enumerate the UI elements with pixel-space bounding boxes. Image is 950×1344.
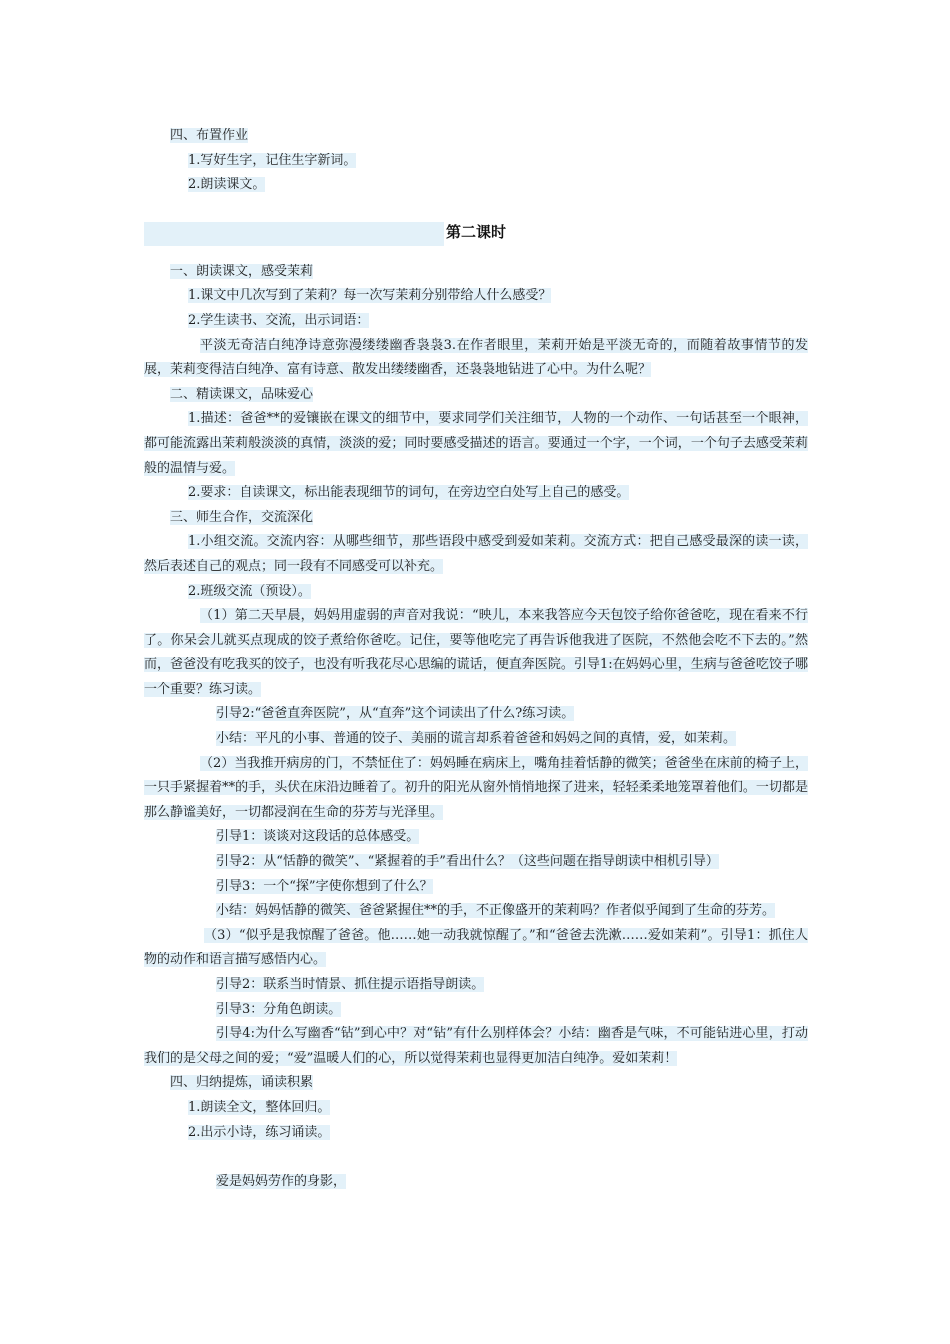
guide-item: 引导2：从“恬静的微笑”、“紧握着的手”看出什么？（这些问题在指导朗读中相机引导） <box>216 854 719 870</box>
paragraph: 1.朗读全文，整体回归。 <box>188 1099 331 1115</box>
section-heading: 一、朗读课文，感受茉莉 <box>170 263 314 279</box>
guide-item: 引导3：分角色朗读。 <box>216 1001 342 1017</box>
question-item: 1.课文中几次写到了茉莉？每一次写茉莉分别带给人什么感受？ <box>188 288 552 304</box>
section-title: 第二课时 <box>445 222 506 241</box>
paragraph: 1.小组交流。交流内容：从哪些细节，那些语段中感受到爱如茉莉。交流方式：把自己感受最深的读一读，然后表述自己的观点；同一段有不同感受可以补充。 <box>144 534 808 574</box>
summary-item: 小结：平凡的小事、普通的饺子、美丽的谎言却系着爸爸和妈妈之间的真情，爱，如茉莉。 <box>216 731 737 747</box>
paragraph: 1.描述：爸爸**的爱镶嵌在课文的细节中，要求同学们关注细节，人物的一个动作、一句话甚至一个眼神，都可能流露出茉莉般淡淡的真情，淡淡的爱；同时要感受描述的语言。要通过一个字，一个词，一个句子去感受茉莉般的温情与爱。 <box>144 411 808 476</box>
guide-item: 引导3：一个“探”字使你想到了什么？ <box>216 878 433 894</box>
summary-item: 小结：妈妈恬静的微笑、爸爸紧握住**的手，不正像盛开的茉莉吗？作者似乎闻到了生命的芬芳。 <box>216 903 776 919</box>
homework-item: 2.朗读课文。 <box>188 177 266 193</box>
paragraph: 平淡无奇洁白纯净诗意弥漫缕缕幽香袅袅3.在作者眼里，茉莉开始是平淡无奇的，而随着故事情节的发展，茉莉变得洁白纯净、富有诗意、散发出缕缕幽香，还袅袅地钻进了心中。为什么呢？ <box>144 337 808 378</box>
guide-item: 引导2:“爸爸直奔医院”，从“直奔”这个词读出了什么?练习读。 <box>216 706 575 722</box>
poem-line: 爱是妈妈劳作的身影， <box>216 1173 347 1189</box>
paragraph: 2.班级交流（预设）。 <box>188 583 311 599</box>
case-paragraph: （1）第二天早晨，妈妈用虚弱的声音对我说：“映儿，本来我答应今天包饺子给你爸爸吃，现在看来不行了。你呆会儿就买点现成的饺子煮给你爸吃。记住，要等他吃完了再告诉他我进了医院，不然他会吃不下去的。”然而，爸爸没有吃我买的饺子，也没有听我花尽心思编的谎话，便直奔医院。引导1:在妈妈心里，生病与爸爸吃饺子哪一个重要？练习读。 <box>144 608 808 697</box>
homework-item: 1.写好生字，记住生字新词。 <box>188 152 357 168</box>
section-title-row <box>144 212 808 252</box>
guide-item: 引导4:为什么写幽香“钻”到心中？对“钻”有什么别样体会？小结：幽香是气味，不可能钻进心里，打动我们的是父母之间的爱；“爱”温暖人们的心，所以觉得茉莉也显得更加洁白纯净。爱如茉莉！ <box>144 1026 808 1066</box>
question-item: 2.学生读书、交流，出示词语： <box>188 312 370 328</box>
case-paragraph: （2）当我推开病房的门，不禁怔住了：妈妈睡在病床上，嘴角挂着恬静的微笑；爸爸坐在床前的椅子上，一只手紧握着**的手，头伏在床沿边睡着了。初升的阳光从窗外悄悄地探了进来，轻轻柔柔地笼罩着他们。一切都是那么静谧美好，一切都浸润在生命的芬芳与光泽里。 <box>144 755 808 820</box>
paragraph: 2.要求：自读课文，标出能表现细节的词句，在旁边空白处写上自己的感受。 <box>188 485 630 501</box>
section-heading: 二、精读课文，品味爱心 <box>170 386 314 402</box>
section-heading: 三、师生合作，交流深化 <box>170 509 314 525</box>
section-heading: 四、归纳提炼，诵读积累 <box>170 1075 314 1091</box>
homework-heading: 四、布置作业 <box>170 128 249 143</box>
case-paragraph: （3）“似乎是我惊醒了爸爸。他……她一动我就惊醒了。”和“爸爸去洗漱……爱如茉莉”。引导1：抓住人物的动作和语言描写感悟内心。 <box>144 927 808 968</box>
guide-item: 引导2：联系当时情景、抓住提示语指导朗读。 <box>216 977 485 992</box>
paragraph: 2.出示小诗，练习诵读。 <box>188 1124 331 1140</box>
document-body <box>144 124 808 1194</box>
guide-item: 引导1：谈谈对这段话的总体感受。 <box>216 829 420 845</box>
